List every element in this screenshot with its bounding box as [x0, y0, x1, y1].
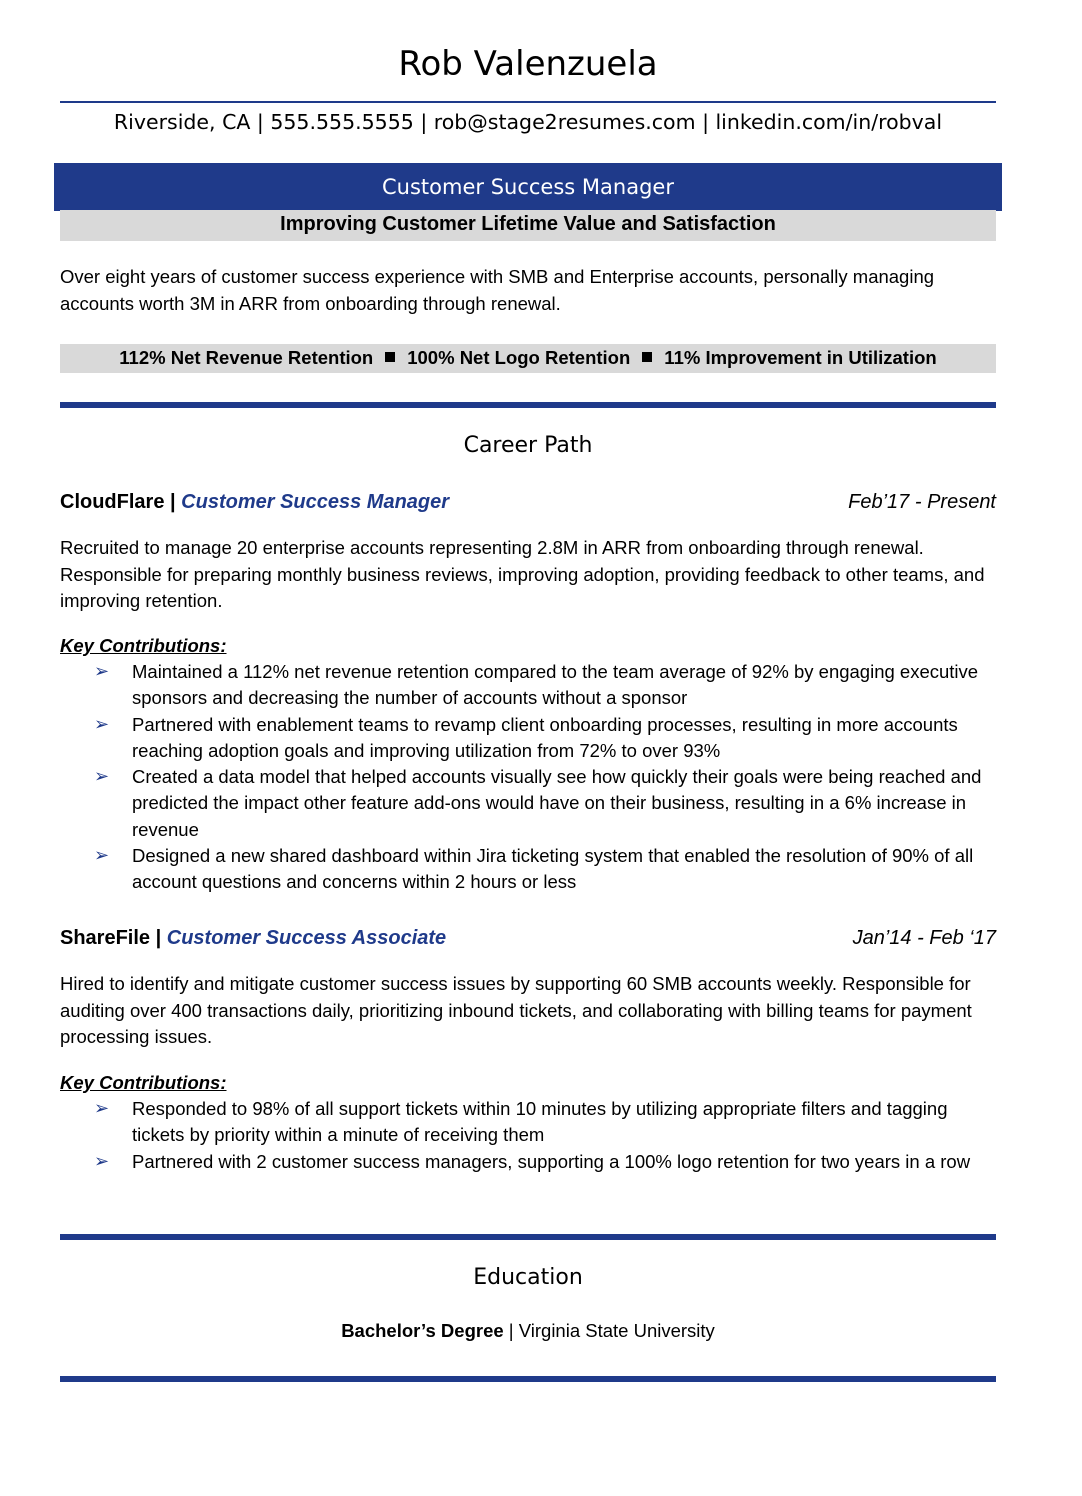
arrow-bullet-icon: ➢: [94, 1098, 110, 1119]
company-name: CloudFlare: [60, 491, 165, 513]
list-item: ➢ Partnered with 2 customer success managers, supporting a 100% logo retention for two years in a row: [60, 1149, 996, 1175]
arrow-bullet-icon: ➢: [94, 661, 110, 682]
arrow-bullet-icon: ➢: [94, 766, 110, 788]
job-dates: Jan’14 - Feb ‘17: [852, 927, 996, 949]
arrow-bullet-icon: ➢: [94, 845, 110, 867]
job-header: ShareFile | Customer Success Associate Jan’14 - Feb ‘17: [60, 924, 996, 952]
contributions-label: Key Contributions:: [60, 1072, 227, 1093]
job-description: Recruited to manage 20 enterprise accounts representing 2.8M in ARR from onboarding through renewal. Responsible for preparing monthly business reviews, improving adoption, providing feedback to other teams, and improving retention.: [60, 537, 985, 611]
metric-item: 112% Net Revenue Retention: [119, 347, 374, 368]
section-divider: [60, 402, 996, 408]
education-section-title: Education: [473, 1265, 583, 1290]
metric-item: 100% Net Logo Retention: [407, 347, 631, 368]
contributions-list: [60, 659, 996, 896]
metrics-bar: [60, 344, 996, 373]
job-header: CloudFlare | Customer Success Manager Feb’17 - Present: [60, 488, 996, 516]
summary-paragraph: Over eight years of customer success experience with SMB and Enterprise accounts, personally managing accounts worth 3M in ARR from onboarding through renewal.: [60, 266, 935, 314]
arrow-bullet-icon: ➢: [94, 1150, 110, 1172]
list-item: ➢ Designed a new shared dashboard within Jira ticketing system that enabled the resolution of 90% of all account questions and concerns within 2 hours or less: [94, 845, 974, 893]
square-bullet-icon: [385, 352, 395, 362]
list-item: ➢ Responded to 98% of all support tickets within 10 minutes by utilizing appropriate filters and tagging tickets by priority within a minute of receiving them: [94, 1098, 948, 1146]
arrow-bullet-icon: ➢: [94, 713, 110, 735]
job-dates: Feb’17 - Present: [848, 491, 996, 513]
list-item: ➢ Created a data model that helped accounts visually see how quickly their goals were being reached and predicted the impact other feature add-ons would have on their business, resulting in a 6% increase in revenue: [94, 766, 982, 840]
school-name: Virginia State University: [518, 1320, 715, 1341]
headline-title: Customer Success Manager: [54, 163, 1002, 211]
list-item: ➢ Maintained a 112% net revenue retention compared to the team average of 92% by engaging executive sponsors and decreasing the number of accounts without a sponsor: [94, 661, 979, 709]
job-description: Hired to identify and mitigate customer success issues by supporting 60 SMB accounts weekly. Responsible for auditing over 400 transactions daily, prioritizing inbound tickets, and collaborating with billing teams for payment processing issues.: [60, 973, 972, 1047]
degree-name: Bachelor’s Degree: [341, 1320, 504, 1341]
company-name: ShareFile: [60, 927, 151, 949]
list-item: ➢ Partnered with enablement teams to revamp client onboarding processes, resulting in more accounts reaching adoption goals and improving utilization from 72% to over 93%: [94, 713, 958, 761]
headline-subtitle: Improving Customer Lifetime Value and Satisfaction: [60, 210, 996, 241]
career-section-title: Career Path: [463, 433, 593, 458]
header-divider: [60, 101, 996, 103]
square-bullet-icon: [642, 352, 652, 362]
job-role: Customer Success Associate: [166, 927, 447, 949]
job-role: Customer Success Manager: [181, 491, 450, 513]
education-entry: Bachelor’s Degree | Virginia State University: [341, 1320, 715, 1341]
contact-line: Riverside, CA | 555.555.5555 | rob@stage2resumes.com | linkedin.com/in/robval: [113, 110, 943, 134]
contributions-list: [60, 1096, 996, 1175]
section-divider: [60, 1376, 996, 1382]
section-divider: [60, 1234, 996, 1240]
candidate-name: Rob Valenzuela: [398, 44, 658, 84]
metric-item: 11% Improvement in Utilization: [664, 347, 937, 368]
contributions-label: Key Contributions:: [60, 635, 227, 656]
